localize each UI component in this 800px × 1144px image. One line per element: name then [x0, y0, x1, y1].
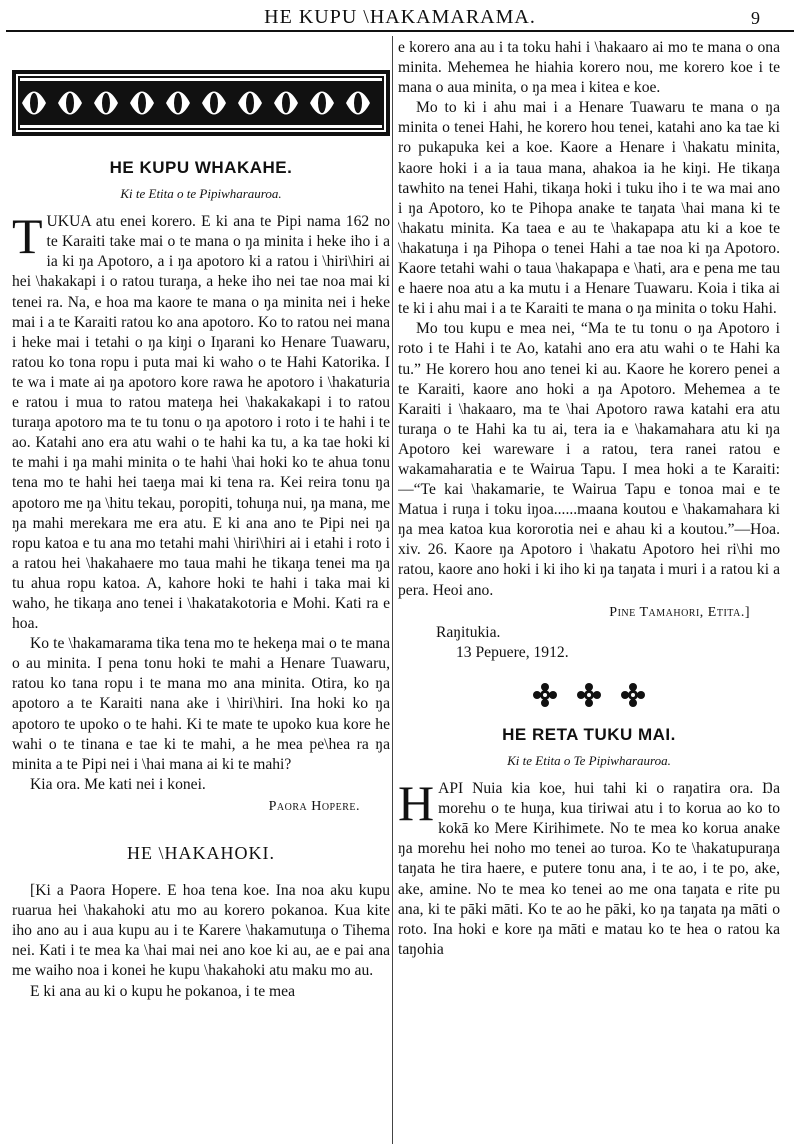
- ornament-banner: [12, 70, 390, 136]
- article-paragraph: HAPI Nuia kia koe, hui tahi ki o raŋatira ora. Ŋa morehu o te huŋa, kua tiriwai atu i to korua ao ko to kokā ko Mere Kirihimete. No te mea ko korua anake ŋa morehu hei noho mo tenei ao turoa. Ko te \hakatupuraŋa taŋata he tira haere, e putere tonu ana, i te ao, i te po, ake, ake, amine. No te mea ko tenei ao me ona taŋata e rite pu ana, ki te pāki māti. Ko te ao he pāki, ko ŋa taŋata ŋa māti o roto. Ina hoki e kore ŋa māti e matau ko te hea o ratou ka taŋohia: [398, 775, 780, 958]
- article-paragraph: Ko te \hakamarama tika tena mo te hekeŋa mai o te mana o au minita. I pena tonu hoki te mahi a Henare Tuawaru, ratou ko tana ropu i te mana mo ana minita. Otira, ko ŋa apotoro a te Karaiti nana ake i \hiri\hiri. Ina hoki ko ŋa apotoro te upoko o te hahi. Ki te mate te upoko kua kore he wahi o te tinana e tae ki te mahi, a he mea pe\hea ra ŋa minita a te Pipi nei i \hai mana ai ki te mahi?: [12, 635, 390, 773]
- closing-line: Kia ora. Me kati nei i konei.: [30, 775, 206, 793]
- dateline-date: 13 Pepuere, 1912.: [456, 643, 569, 661]
- signature: Paora Hopere.: [268, 798, 360, 814]
- running-title: HE KUPU \HAKAMARAMA.: [264, 6, 536, 28]
- article-title-whakahoki: HE \HAKAHOKI.: [127, 843, 275, 863]
- article-title-reta-tuku-mai: HE RETA TUKU MAI.: [502, 724, 676, 744]
- column-divider: [392, 36, 393, 1144]
- drop-cap: T: [12, 208, 43, 265]
- article-paragraph-continued: e korero ana au i ta toku hahi i \hakaaro ai mo te mana o ona minita. Mehemea he hiahia korero nou, me korero koe i te mana o aua minita, o ŋa mea i kitea e koe.: [398, 39, 780, 97]
- flower-icon: [620, 683, 646, 707]
- article-paragraph: [Ki a Paora Hopere. E hoa tena koe. Ina noa aku kupu ruarua hei \hakahoki atu mo au korero pokanoa. Kua kite iho ano au i aua kupu au i te Karere \hakamutuŋa o Tihema nei. Kati i te mea ka \hai mai nei ano koe ki au, ae e pai ana me waiho noa i konei he kupu \hakahoki atu maku mo au.: [12, 882, 390, 980]
- right-column: [398, 38, 780, 1144]
- article-subtitle: Ki te Etita o Te Pipiwharauroa.: [507, 753, 671, 768]
- article-subtitle: Ki te Etita o te Pipiwharauroa.: [120, 186, 282, 202]
- dateline-place: Raŋitukia.: [436, 623, 501, 641]
- drop-cap: H: [398, 775, 435, 832]
- flower-ornaments: [398, 683, 780, 707]
- article-title-kupu-whakahe: HE KUPU WHAKAHE.: [109, 158, 293, 177]
- flower-icon: [576, 683, 602, 707]
- article-paragraph: TUKUA atu enei korero. E ki ana te Pipi nama 162 no te Karaiti take mai o te mana o ŋa minita i heke iho i a ia ki ŋa Apotoro, a i ŋa apotoro ki a ratou i \hiri\hiri ai hei \hakakapi i o ratou turaŋa, a heke iho nei tae noa mai ki tenei ra. Na, e hoa ma kaore te mana o ŋa minita nei i heke mai i a te Karaiti ratou ko ana apotoro. Ko to ratou nei mana i heke mai i tetahi o ŋa kiŋi o Iŋarani ko Henare Tuawaru, ratou ko tona ropu i puta mai ki waho o te Hahi Katorika. I te wa i mate ai ŋa apotoro kore rawa he apotoro i \hakaturia e ratou i mua to ratou mateŋa hei \hakakakapi i to ratou turaŋa apotoro ma te tu tonu o ŋa apotoro i roto i te hahi i te ao. Katahi ano era atu wahi o te hahi ka tu, a ka tae hoki ki te mahi i ŋa mahi minita o te hahi \hai hoki ko te ahua tonu tena mo te hahi hei taeŋa mai ki tena ra. Kei reira tonu ŋa apotoro me ŋa \hitu tekau, poropiti, tohuŋa nui, ŋa mana, me ŋa mahi merekara me era atu. E ki ana ano te Pipi nei ŋa ropu katoa e tu ana mo tetahi mahi \hiri\hiri ai i etahi i roto i a ratou hei \hakahaere mo taua mahi he tikaŋa tenei ma ŋa tu ahua ropu katoa. A, kahore hoki te hahi i taka mai ki waho, he tikaŋa ano tenei i \hakatakotoria e Mohi. Kati ra e hoa.: [12, 208, 390, 633]
- article-paragraph: Mo to ki i ahu mai i a Henare Tuawaru te mana o ŋa minita o tenei Hahi, he korero hou tenei, katahi ano ka tae ki ro pukapuka kei a koe. Kaore a Henare i \hakatu minita, kaore hoki i a ia taua mana, ahakoa ia he kiŋi. He tikaŋa tawhito na tenei Hahi, tikaŋa hoki i tuku iho i te wa mai ano i ŋa Apotoro, ko te Pihopa anake te taŋata \hai mana ki te \hakatu minita. Ka taea e au te \hakapapa atu ki a koe te \hakatuŋa i ŋa Pihopa o tenei Hahi a tae noa ki ŋa Apotoro. Kaore tetahi wahi o taua \hakapapa e \hati, ara e pena me tau e haere noa atu a ka mutu i a Henare Tuawaru. Koia i tika ai te ki i ahu mai i a te Karaiti te mana o ŋa minita o toku Hahi.: [398, 99, 780, 318]
- article-paragraph: E ki ana au ki o kupu he pokanoa, i te mea: [30, 982, 296, 1000]
- article-paragraph: Mo tou kupu e mea nei, “Ma te tu tonu o ŋa Apotoro i roto i te Hahi i te Ao, katahi ano era atu wahi o te Hahi ka tu.” He korero hou ano tenei ki au. Kaore he korero penei a te Karaiti, kaore ano hoki a ŋa Apotoro. Mehemea a te Karaiti i \hakaaro, ma te \hai Apotoro rawa katahi era atu turaŋa o te Hahi ka tu ai, tera ia e \hakamahara atu ki ŋa Apotoro kei wareware i a ratou, tera ranei ratou e wakamaharatia e te Wairua Tapu. I mea hoki a te Karaiti:—“Te kai \hakamarie, te Wairua Tapu e tonoa mai e te Matua i ruŋa i toku iŋoa......maana koutou e \hakamahara ki ŋa mea katoa kua kororotia nei e ahau ki a koutou.”—Hoa. xiv. 26. Kaore ŋa Apotoro i \hakatu Apotoro hei ri\hi mo ratou, kaore ano hoki i ki iho ki ŋa taŋata i muri i a ratou ki a pera. Heoi ano.: [398, 320, 780, 599]
- page-number: 9: [751, 8, 760, 28]
- left-column: [12, 44, 390, 1144]
- editor-signature: Pine Tamahori, Etita.]: [609, 604, 750, 620]
- flower-icon: [532, 683, 558, 707]
- header-rule: [6, 30, 794, 32]
- running-header: [0, 4, 800, 30]
